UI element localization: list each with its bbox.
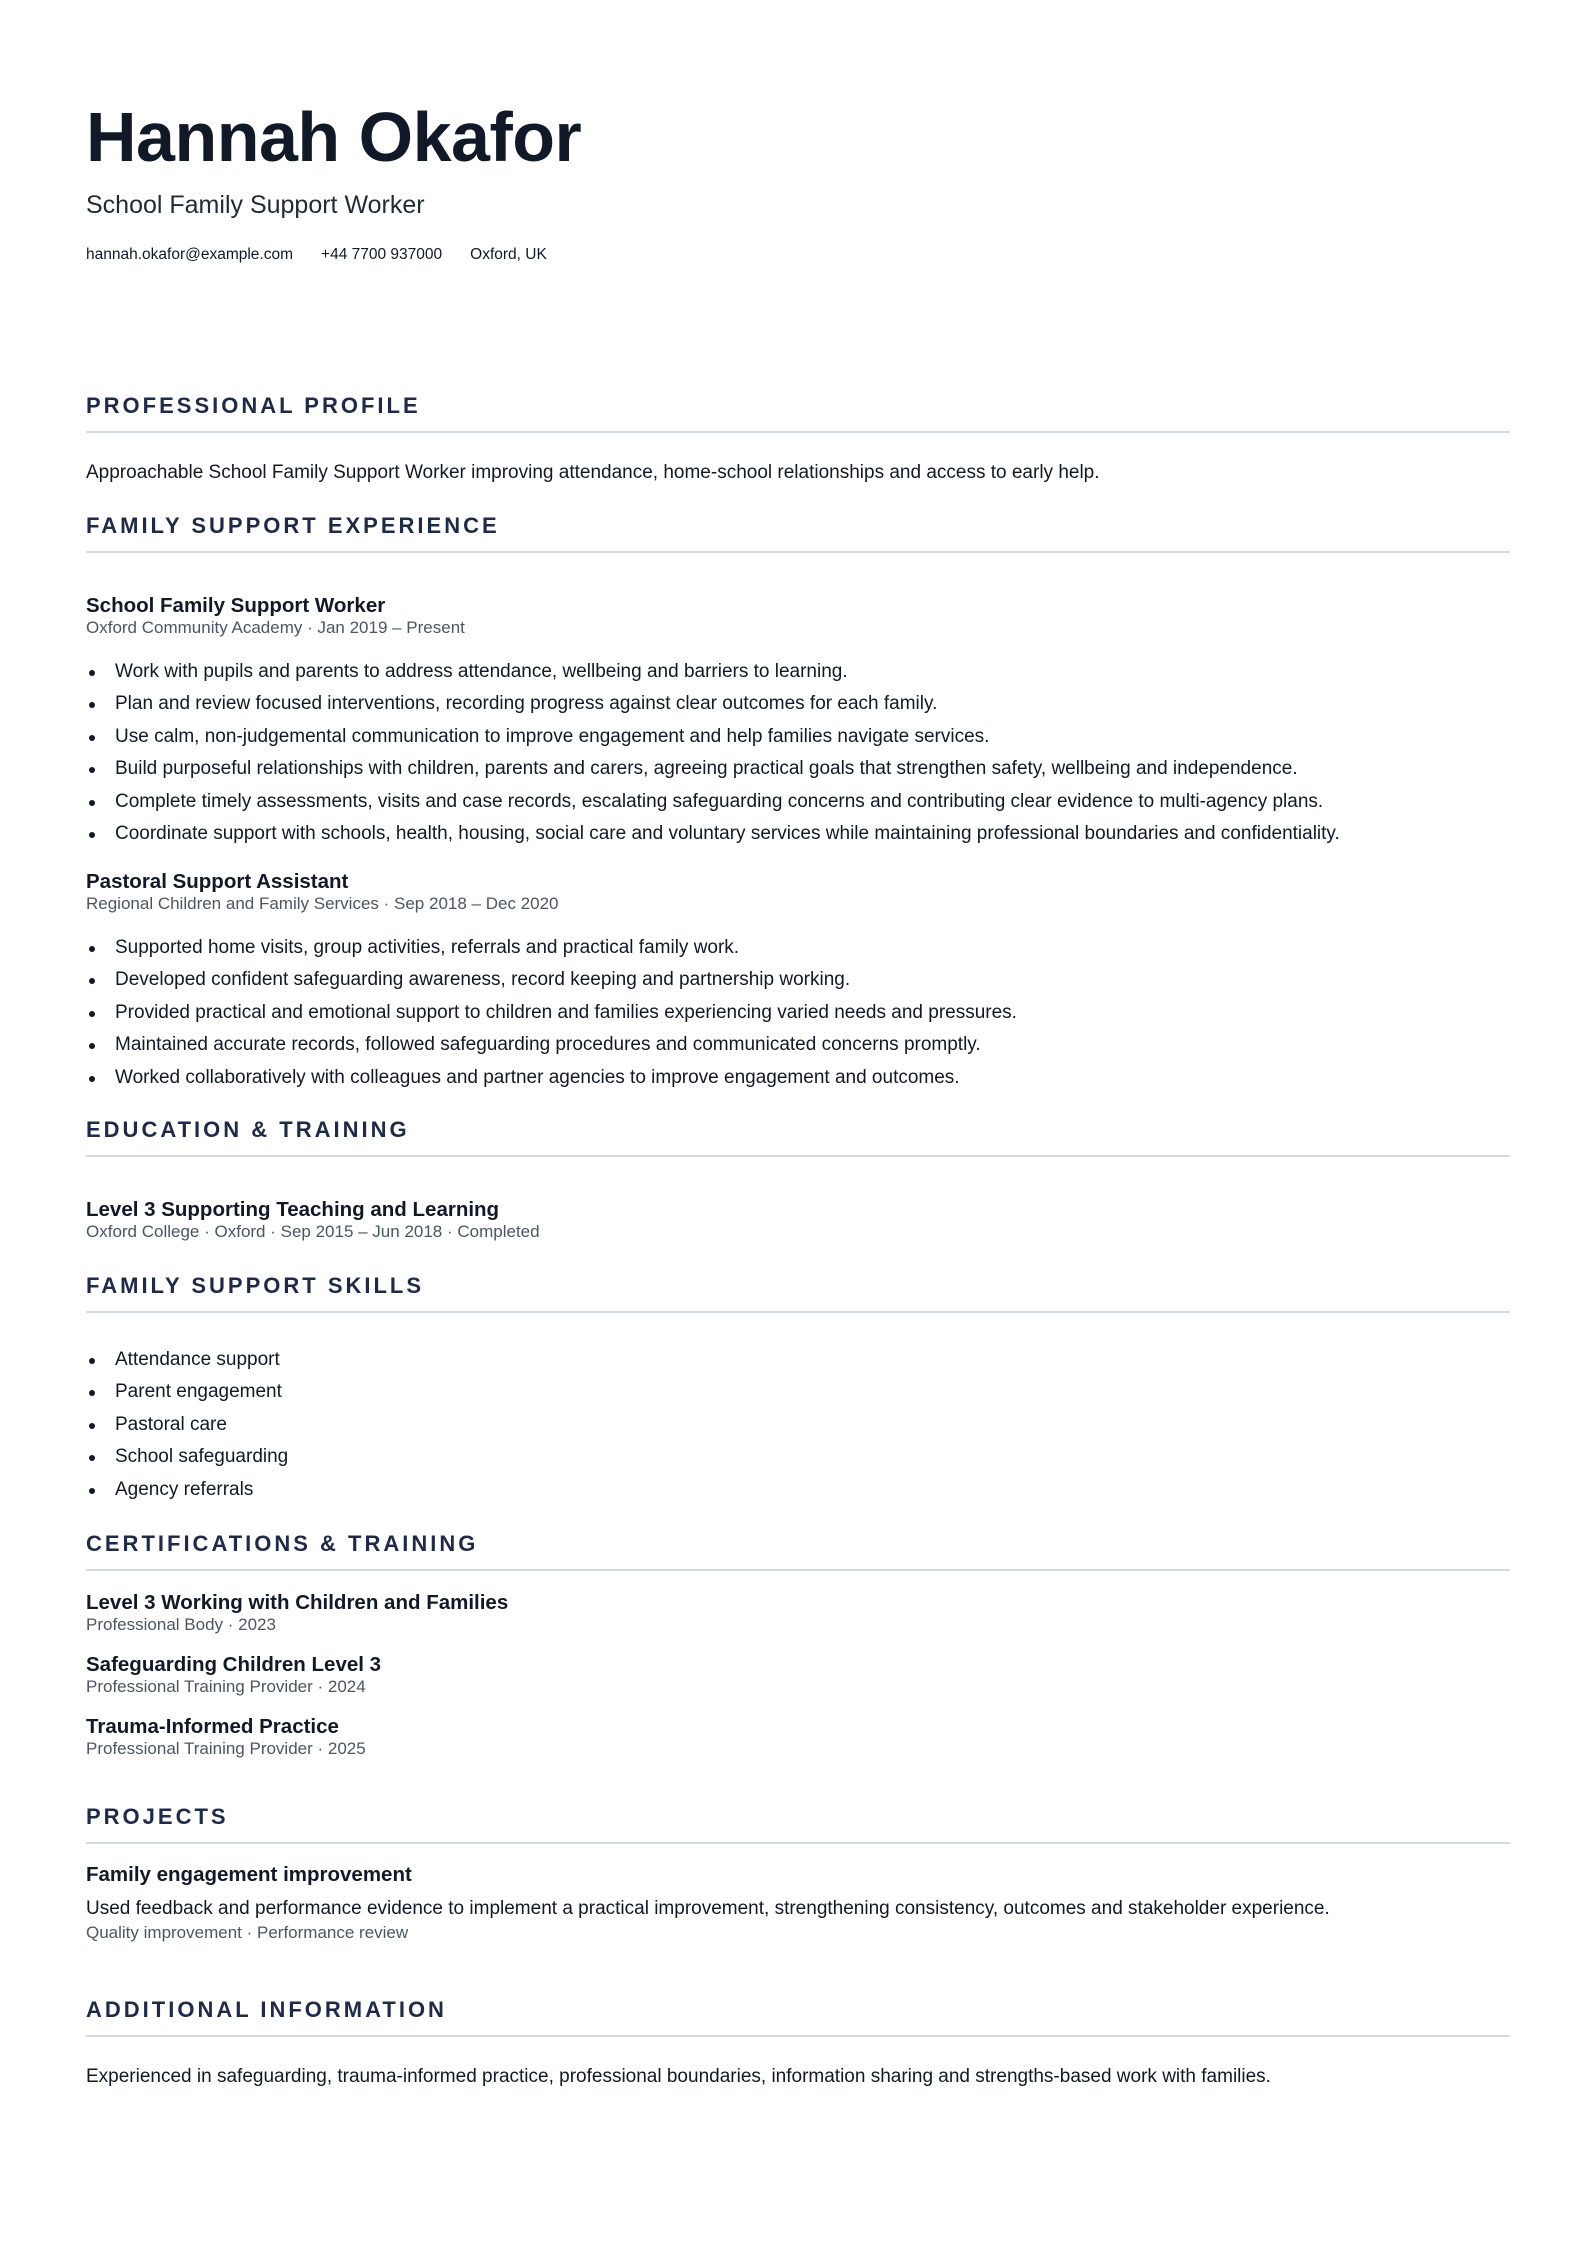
list-item: Attendance support <box>86 1344 288 1376</box>
certification-meta: Professional Training Provider · 2024 <box>86 1677 366 1696</box>
section-divider <box>86 551 1510 553</box>
section-divider <box>86 2035 1510 2037</box>
education-title: Level 3 Supporting Teaching and Learning <box>86 1198 500 1221</box>
contact-line <box>86 244 547 266</box>
candidate-title: School Family Support Worker <box>86 191 425 219</box>
section-heading-projects: PROJECTS <box>86 1804 229 1829</box>
list-item: Complete timely assessments, visits and case records, escalating safeguarding concerns and contributing clear evidence to multi-agency plans. <box>86 786 1340 818</box>
certification-meta: Professional Body · 2023 <box>86 1615 276 1634</box>
project-title: Family engagement improvement <box>86 1863 412 1886</box>
certification-title: Safeguarding Children Level 3 <box>86 1653 382 1676</box>
project-tags: Quality improvement · Performance review <box>86 1923 409 1942</box>
job-bullets <box>86 656 1340 850</box>
email-link[interactable]: hannah.okafor@example.com <box>86 246 294 263</box>
section-heading-skills: FAMILY SUPPORT SKILLS <box>86 1273 425 1298</box>
section-heading-additional: ADDITIONAL INFORMATION <box>86 1997 447 2022</box>
list-item: School safeguarding <box>86 1441 288 1473</box>
list-item: Use calm, non-judgemental communication to improve engagement and help families navigate services. <box>86 721 1340 753</box>
section-heading-profile: PROFESSIONAL PROFILE <box>86 393 421 418</box>
list-item: Coordinate support with schools, health, housing, social care and voluntary services while maintaining professional boundaries and confidentiality. <box>86 818 1340 850</box>
job-title: Pastoral Support Assistant <box>86 870 349 893</box>
certification-meta: Professional Training Provider · 2025 <box>86 1739 366 1758</box>
section-divider <box>86 431 1510 433</box>
section-heading-education: EDUCATION & TRAINING <box>86 1117 410 1142</box>
list-item: Developed confident safeguarding awareness, record keeping and partnership working. <box>86 964 1017 996</box>
list-item: Worked collaboratively with colleagues and partner agencies to improve engagement and outcomes. <box>86 1062 1017 1094</box>
skills-list <box>86 1344 288 1506</box>
section-divider <box>86 1155 1510 1157</box>
job-meta: Oxford Community Academy · Jan 2019 – Present <box>86 618 465 637</box>
certification-title: Level 3 Working with Children and Families <box>86 1591 509 1614</box>
section-heading-experience: FAMILY SUPPORT EXPERIENCE <box>86 513 500 538</box>
list-item: Pastoral care <box>86 1409 288 1441</box>
certification-title: Trauma-Informed Practice <box>86 1715 339 1738</box>
list-item: Parent engagement <box>86 1376 288 1408</box>
job-title: School Family Support Worker <box>86 594 386 617</box>
section-divider <box>86 1842 1510 1844</box>
section-divider <box>86 1569 1510 1571</box>
list-item: Supported home visits, group activities, referrals and practical family work. <box>86 932 1017 964</box>
job-meta: Regional Children and Family Services · Sep 2018 – Dec 2020 <box>86 894 559 913</box>
project-description: Used feedback and performance evidence to implement a practical improvement, strengthening consistency, outcomes and stakeholder experience. <box>86 1898 1330 1919</box>
job-bullets <box>86 932 1017 1094</box>
list-item: Maintained accurate records, followed safeguarding procedures and communicated concerns promptly. <box>86 1029 1017 1061</box>
list-item: Provided practical and emotional support to children and families experiencing varied needs and pressures. <box>86 997 1017 1029</box>
profile-text: Approachable School Family Support Worker improving attendance, home-school relationships and access to early help. <box>86 462 1100 483</box>
location-text: Oxford, UK <box>470 246 547 263</box>
list-item: Build purposeful relationships with children, parents and carers, agreeing practical goals that strengthen safety, wellbeing and independence. <box>86 753 1340 785</box>
phone-text: +44 7700 937000 <box>321 246 443 263</box>
list-item: Agency referrals <box>86 1474 288 1506</box>
list-item: Work with pupils and parents to address attendance, wellbeing and barriers to learning. <box>86 656 1340 688</box>
additional-text: Experienced in safeguarding, trauma-informed practice, professional boundaries, information sharing and strengths-based work with families. <box>86 2066 1271 2087</box>
section-divider <box>86 1311 1510 1313</box>
list-item: Plan and review focused interventions, recording progress against clear outcomes for each family. <box>86 688 1340 720</box>
section-heading-certifications: CERTIFICATIONS & TRAINING <box>86 1531 479 1556</box>
education-meta: Oxford College · Oxford · Sep 2015 – Jun 2018 · Completed <box>86 1222 540 1241</box>
candidate-name: Hannah Okafor <box>86 98 582 176</box>
